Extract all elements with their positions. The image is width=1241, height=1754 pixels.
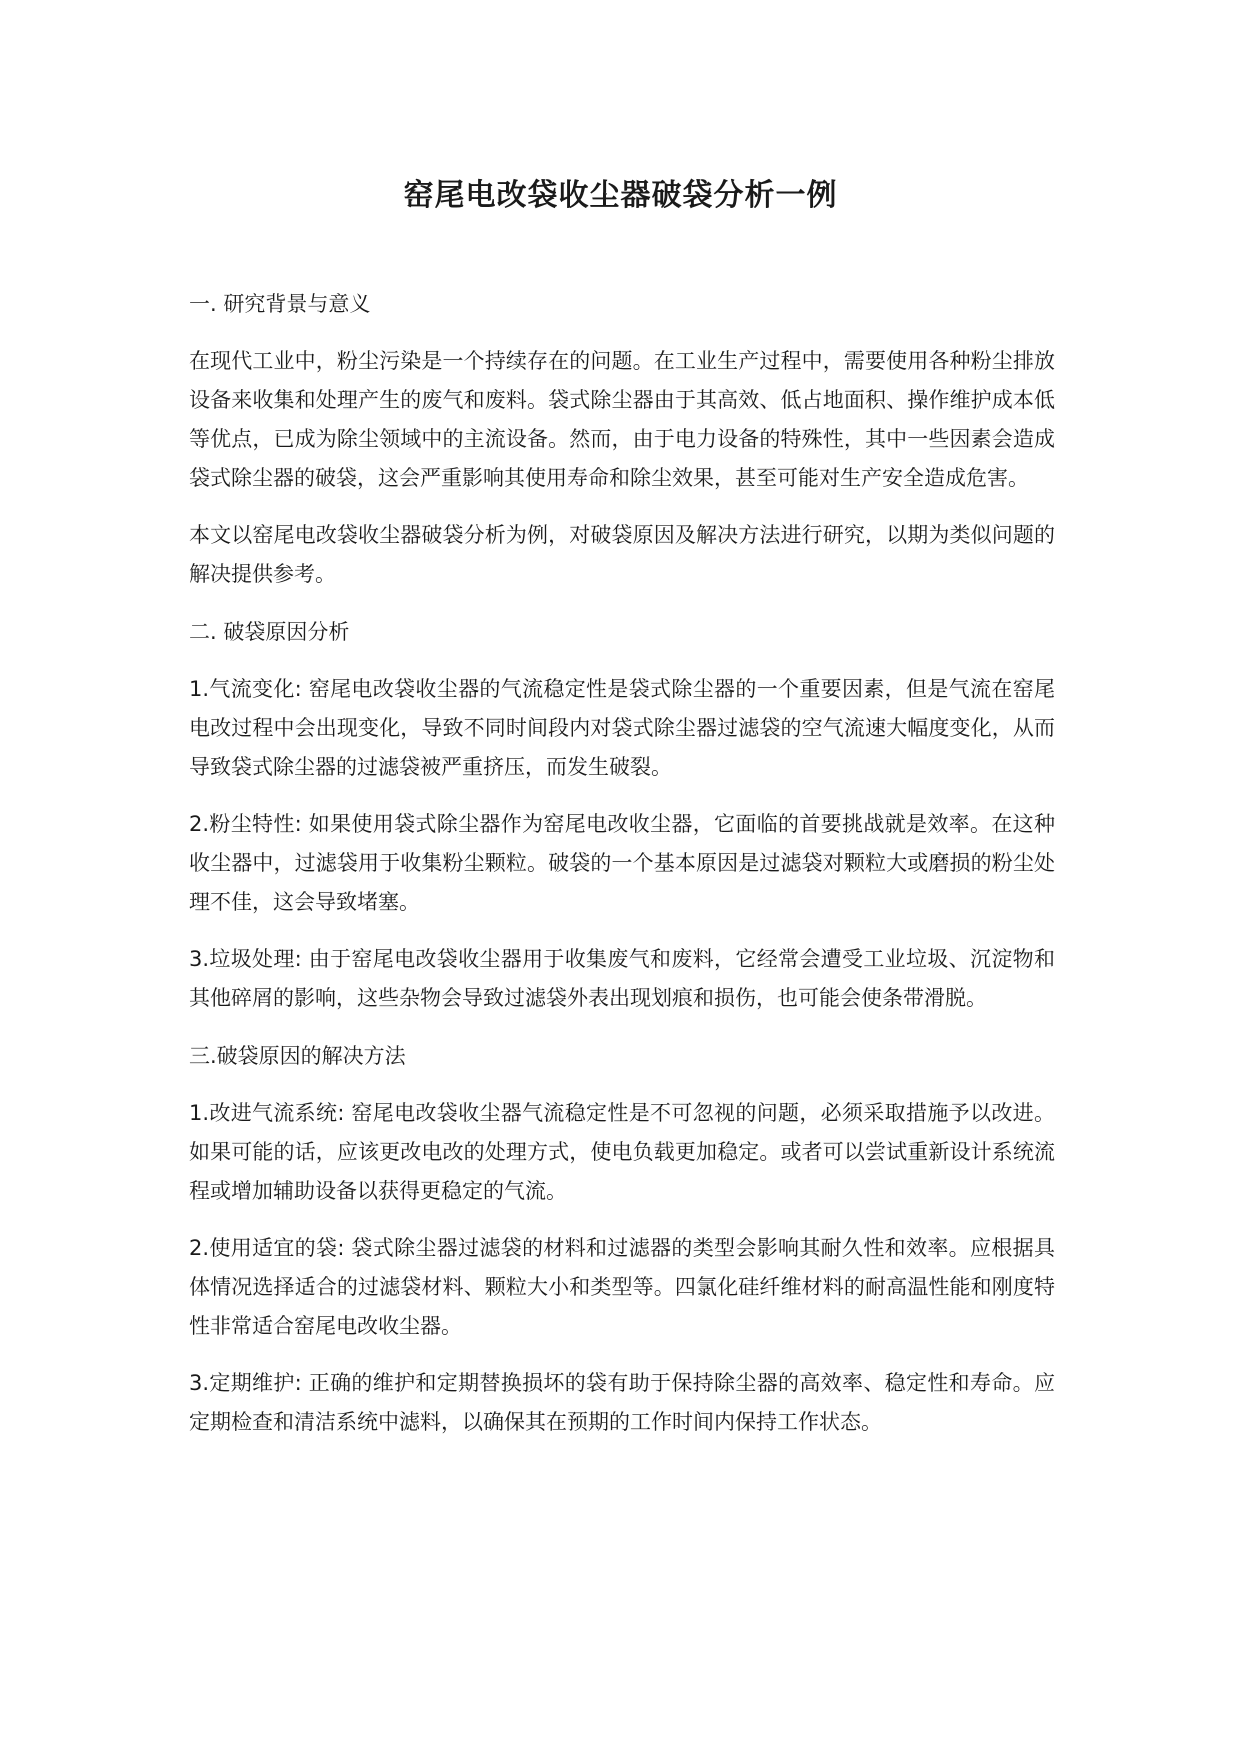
paragraph: 3.垃圾处理: 由于窑尾电改袋收尘器用于收集废气和废料，它经常会遭受工业垃圾、沉淀物和其他碎屑的影响，这些杂物会导致过滤袋外表出现划痕和损伤，也可能会使条带滑脱。	[189, 947, 1055, 1010]
paragraph: 2.粉尘特性: 如果使用袋式除尘器作为窑尾电改收尘器，它面临的首要挑战就是效率。在这种收尘器中，过滤袋用于收集粉尘颗粒。破袋的一个基本原因是过滤袋对颗粒大或磨损的粉尘处理不佳，这会导致堵塞。	[189, 812, 1055, 914]
section-solutions	[189, 1036, 1055, 1442]
section-cause-analysis	[189, 612, 1055, 1018]
section-heading: 三.破袋原因的解决方法	[189, 1044, 406, 1068]
section-heading: 二. 破袋原因分析	[189, 620, 350, 644]
paragraph: 3.定期维护: 正确的维护和定期替换损坏的袋有助于保持除尘器的高效率、稳定性和寿命。应定期检查和清洁系统中滤料，以确保其在预期的工作时间内保持工作状态。	[189, 1371, 1055, 1434]
section-background	[189, 284, 1055, 594]
document-body	[189, 284, 1055, 1460]
paragraph: 1.气流变化: 窑尾电改袋收尘器的气流稳定性是袋式除尘器的一个重要因素，但是气流在窑尾电改过程中会出现变化，导致不同时间段内对袋式除尘器过滤袋的空气流速大幅度变化，从而导致袋式除尘器的过滤袋被严重挤压，而发生破裂。	[189, 677, 1055, 779]
paragraph: 本文以窑尾电改袋收尘器破袋分析为例，对破袋原因及解决方法进行研究，以期为类似问题的解决提供参考。	[189, 523, 1055, 586]
section-heading: 一. 研究背景与意义	[189, 292, 371, 316]
document-title: 窑尾电改袋收尘器破袋分析一例	[403, 178, 838, 213]
paragraph: 1.改进气流系统: 窑尾电改袋收尘器气流稳定性是不可忽视的问题，必须采取措施予以改进。如果可能的话，应该更改电改的处理方式，使电负载更加稳定。或者可以尝试重新设计系统流程或增加辅助设备以获得更稳定的气流。	[189, 1101, 1055, 1203]
paragraph: 2.使用适宜的袋: 袋式除尘器过滤袋的材料和过滤器的类型会影响其耐久性和效率。应根据具体情况选择适合的过滤袋材料、颗粒大小和类型等。四氯化硅纤维材料的耐高温性能和刚度特性非常适合窑尾电改收尘器。	[189, 1236, 1055, 1338]
paragraph: 在现代工业中，粉尘污染是一个持续存在的问题。在工业生产过程中，需要使用各种粉尘排放设备来收集和处理产生的废气和废料。袋式除尘器由于其高效、低占地面积、操作维护成本低等优点，已成为除尘领域中的主流设备。然而，由于电力设备的特殊性，其中一些因素会造成袋式除尘器的破袋，这会严重影响其使用寿命和除尘效果，甚至可能对生产安全造成危害。	[189, 349, 1055, 490]
